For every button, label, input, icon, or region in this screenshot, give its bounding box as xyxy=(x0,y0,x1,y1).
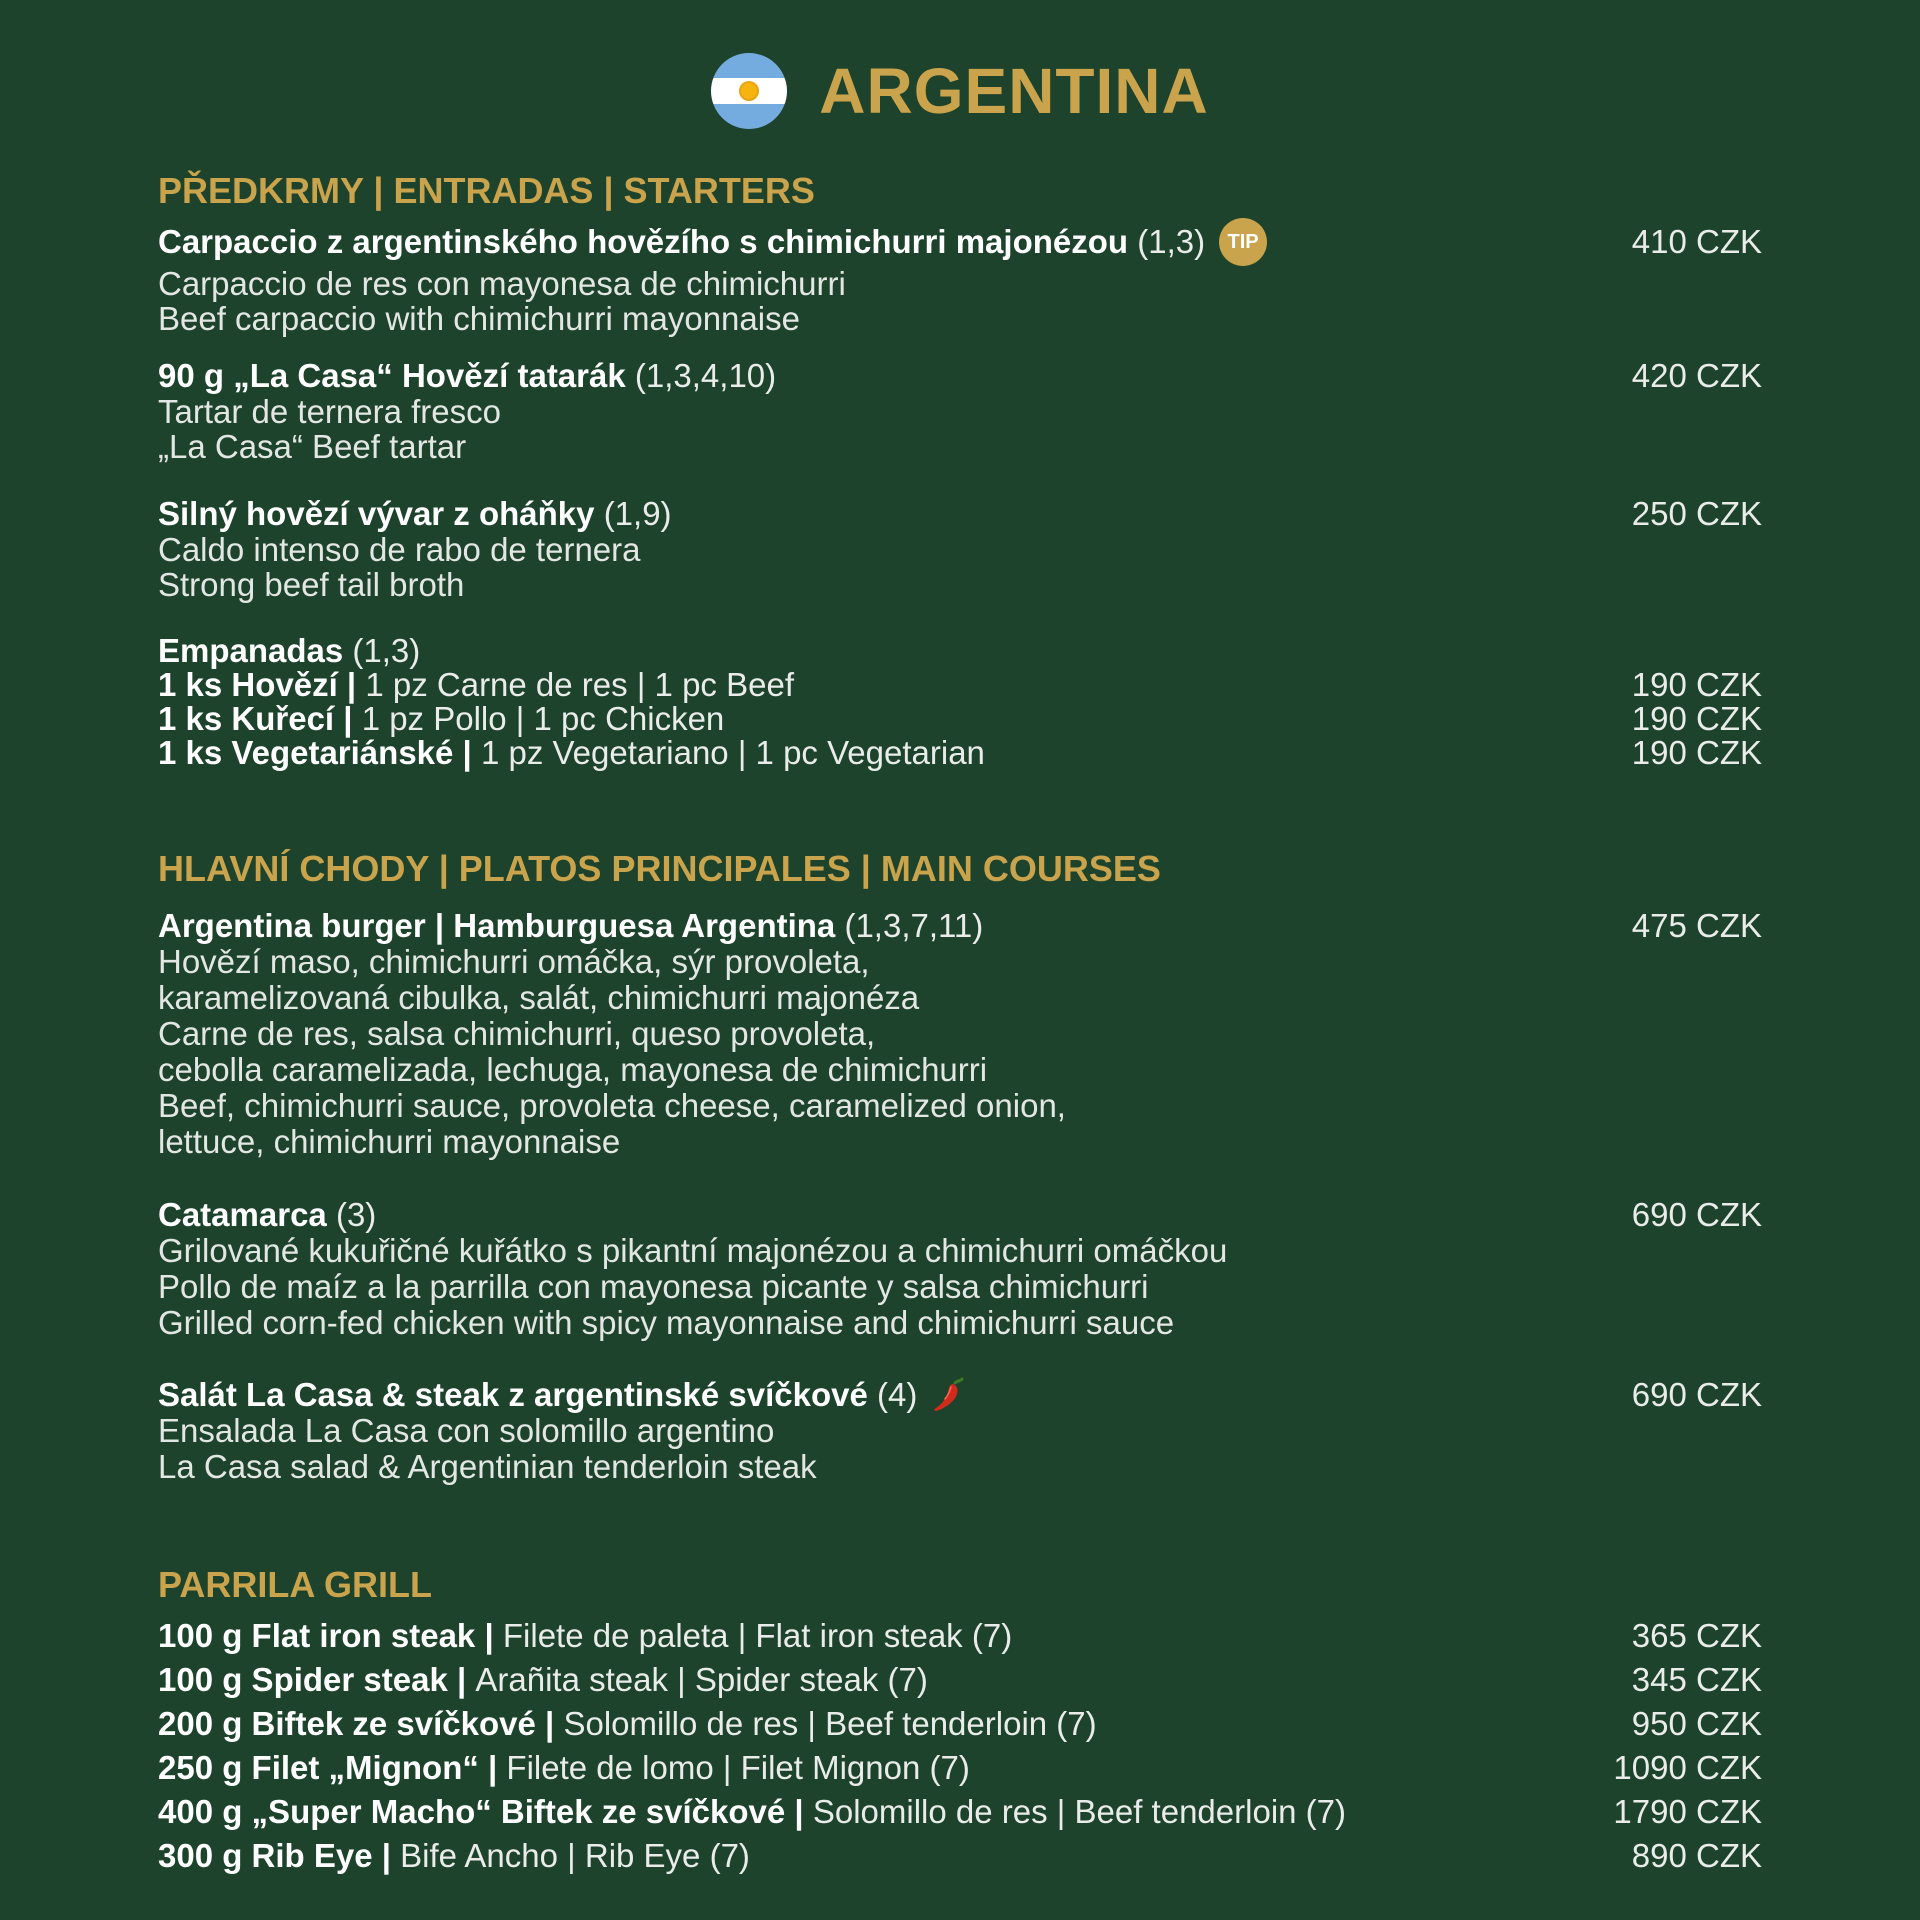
menu-item xyxy=(158,908,1762,1160)
item-name: Catamarca xyxy=(158,1196,327,1233)
item-description: Beef, chimichurri sauce, provoleta cheese, caramelized onion, xyxy=(158,1087,1066,1124)
item-allergens: (3) xyxy=(335,1196,377,1233)
chili-pepper-icon xyxy=(931,1377,965,1413)
variant-translation: 1 pz Carne de res | 1 pc Beef xyxy=(365,666,794,703)
item-description: Carne de res, salsa chimichurri, queso provoleta, xyxy=(158,1015,876,1052)
section-title-mains: HLAVNÍ CHODY | PLATOS PRINCIPALES | MAIN COURSES xyxy=(158,848,1161,889)
list-item xyxy=(158,1702,1762,1746)
item-price: 1090 CZK xyxy=(1613,1749,1762,1786)
item-name: 300 g Rib Eye | xyxy=(158,1837,391,1874)
menu-item xyxy=(158,1197,1762,1341)
item-description: Hovězí maso, chimichurri omáčka, sýr provoleta, xyxy=(158,943,870,980)
item-allergens: (1,3,7,11) xyxy=(844,907,984,944)
item-name: Silný hovězí vývar z oháňky xyxy=(158,495,595,532)
item-name: 90 g „La Casa“ Hovězí tatarák xyxy=(158,357,626,394)
item-allergens: (1,3) xyxy=(352,632,421,669)
item-price: 345 CZK xyxy=(1631,1661,1762,1698)
item-description: Tartar de ternera fresco xyxy=(158,393,501,430)
menu-item-empanadas xyxy=(158,634,1762,770)
item-description: Strong beef tail broth xyxy=(158,566,465,603)
item-price: 365 CZK xyxy=(1631,1617,1762,1654)
variant-translation: 1 pz Pollo | 1 pc Chicken xyxy=(361,700,725,737)
item-price: 250 CZK xyxy=(1631,495,1762,532)
variant-translation: 1 pz Vegetariano | 1 pc Vegetarian xyxy=(480,734,985,771)
item-description: lettuce, chimichurri mayonnaise xyxy=(158,1123,621,1160)
item-description: Carpaccio de res con mayonesa de chimichurri xyxy=(158,265,846,302)
item-price: 420 CZK xyxy=(1631,357,1762,394)
item-description: Pollo de maíz a la parrilla con mayonesa picante y salsa chimichurri xyxy=(158,1268,1149,1305)
item-name: 250 g Filet „Mignon“ | xyxy=(158,1749,498,1786)
item-allergens: (1,3) xyxy=(1137,223,1206,260)
item-description: Grilované kukuřičné kuřátko s pikantní majonézou a chimichurri omáčkou xyxy=(158,1232,1228,1269)
item-allergens: (1,9) xyxy=(603,495,672,532)
item-name: 200 g Biftek ze svíčkové | xyxy=(158,1705,555,1742)
item-price: 1790 CZK xyxy=(1613,1793,1762,1830)
item-description: karamelizovaná cibulka, salát, chimichurri majonéza xyxy=(158,979,920,1016)
argentina-flag-icon xyxy=(711,53,787,129)
item-translation: Filete de paleta | Flat iron steak (7) xyxy=(502,1617,1013,1654)
item-description: Ensalada La Casa con solomillo argentino xyxy=(158,1412,775,1449)
item-description: La Casa salad & Argentinian tenderloin steak xyxy=(158,1448,817,1485)
item-description: „La Casa“ Beef tartar xyxy=(158,428,467,465)
item-allergens: (4) xyxy=(877,1376,918,1413)
item-price: 410 CZK xyxy=(1631,223,1762,260)
item-price: 190 CZK xyxy=(1631,734,1762,771)
page-title: ARGENTINA xyxy=(819,55,1209,127)
item-price: 950 CZK xyxy=(1631,1705,1762,1742)
menu-item xyxy=(158,218,1762,336)
variant-row xyxy=(158,736,1762,770)
variant-row xyxy=(158,668,1762,702)
list-item xyxy=(158,1658,1762,1702)
item-name: Empanadas xyxy=(158,632,344,669)
variant-name: 1 ks Vegetariánské | xyxy=(158,734,472,771)
variant-name: 1 ks Hovězí | xyxy=(158,666,357,703)
item-translation: Solomillo de res | Beef tenderloin (7) xyxy=(563,1705,1097,1742)
menu-item xyxy=(158,496,1762,602)
item-name: 100 g Flat iron steak | xyxy=(158,1617,494,1654)
item-name: 100 g Spider steak | xyxy=(158,1661,467,1698)
item-allergens: (1,3,4,10) xyxy=(634,357,777,394)
section-title-starters: PŘEDKRMY | ENTRADAS | STARTERS xyxy=(158,170,815,211)
item-translation: Solomillo de res | Beef tenderloin (7) xyxy=(812,1793,1347,1830)
menu-item xyxy=(158,358,1762,464)
tip-badge: TIP xyxy=(1219,218,1267,266)
list-item xyxy=(158,1790,1762,1834)
item-name: 400 g „Super Macho“ Biftek ze svíčkové | xyxy=(158,1793,804,1830)
item-price: 190 CZK xyxy=(1631,666,1762,703)
item-translation: Filete de lomo | Filet Mignon (7) xyxy=(506,1749,970,1786)
item-name: Salát La Casa & steak z argentinské svíčkové xyxy=(158,1376,868,1413)
variant-name: 1 ks Kuřecí | xyxy=(158,700,353,737)
variant-row xyxy=(158,702,1762,736)
item-description: Caldo intenso de rabo de ternera xyxy=(158,531,641,568)
grill-list xyxy=(158,1614,1762,1878)
list-item xyxy=(158,1614,1762,1658)
menu-item xyxy=(158,1377,1762,1485)
section-title-grill: PARRILA GRILL xyxy=(158,1564,432,1605)
item-name: Argentina burger | Hamburguesa Argentina xyxy=(158,907,836,944)
item-price: 190 CZK xyxy=(1631,700,1762,737)
list-item xyxy=(158,1746,1762,1790)
item-translation: Arañita steak | Spider steak (7) xyxy=(475,1661,928,1698)
item-price: 890 CZK xyxy=(1631,1837,1762,1874)
item-description: cebolla caramelizada, lechuga, mayonesa de chimichurri xyxy=(158,1051,988,1088)
item-translation: Bife Ancho | Rib Eye (7) xyxy=(400,1837,750,1874)
item-price: 690 CZK xyxy=(1631,1196,1762,1233)
menu-header xyxy=(0,46,1920,136)
item-name: Carpaccio z argentinského hovězího s chimichurri majonézou xyxy=(158,223,1129,260)
item-description: Beef carpaccio with chimichurri mayonnaise xyxy=(158,300,800,337)
list-item xyxy=(158,1834,1762,1878)
item-price: 475 CZK xyxy=(1631,907,1762,944)
item-description: Grilled corn-fed chicken with spicy mayonnaise and chimichurri sauce xyxy=(158,1304,1175,1341)
item-price: 690 CZK xyxy=(1631,1376,1762,1413)
